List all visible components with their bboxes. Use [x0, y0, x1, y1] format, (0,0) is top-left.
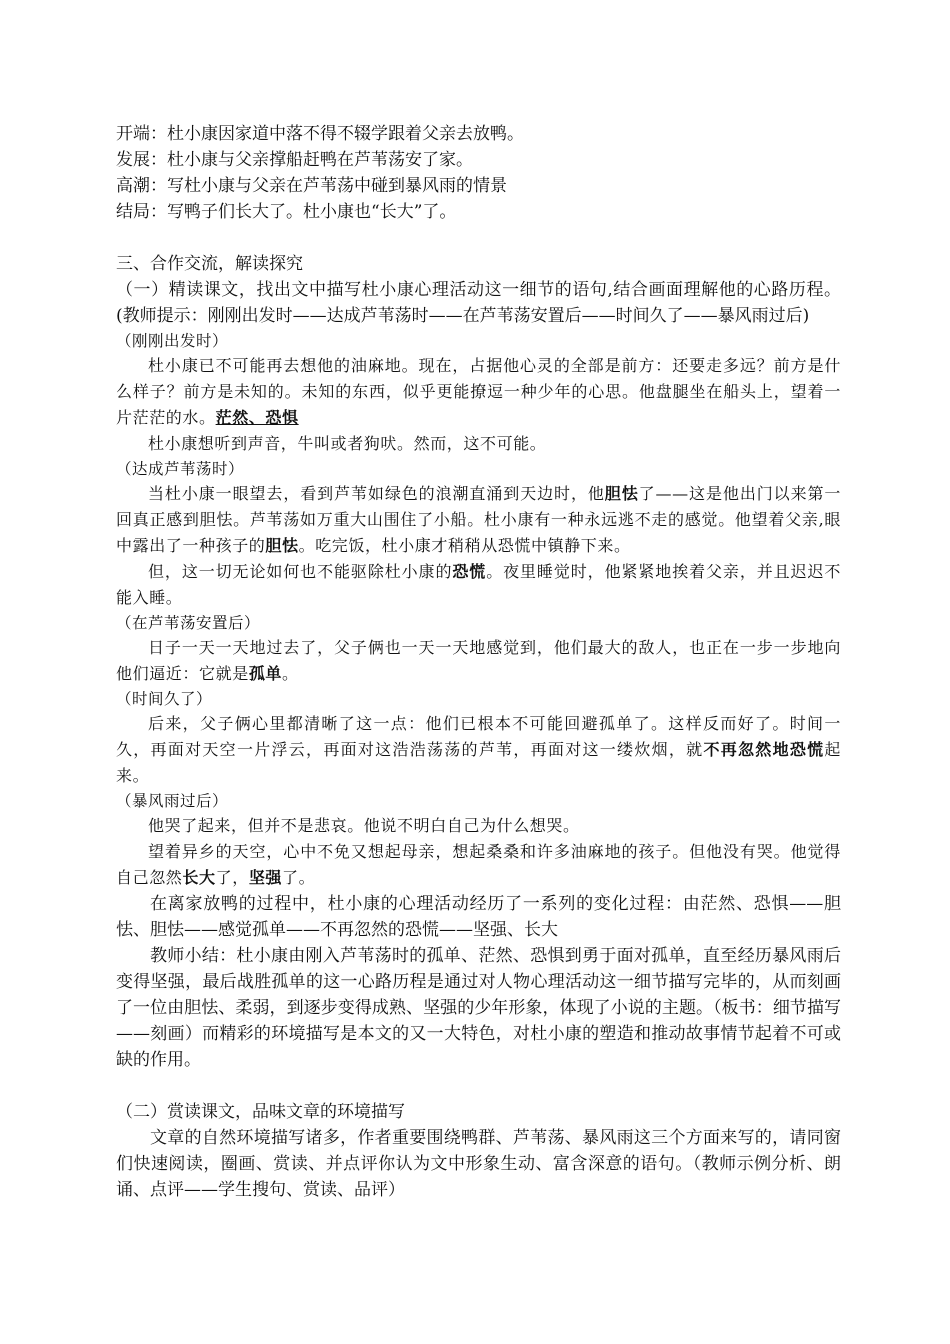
stage-label-storm: （暴风雨过后）	[116, 792, 229, 810]
stage-storm-paragraph-2	[116, 839, 841, 891]
quote-text: 杜小康已不可能再去想他的油麻地。现在，占据他心灵的全部是前方：还要走多远？前方是什么样子？前方是未知的。未知的东西，似乎更能撩逗一种少年的心思。他盘腿坐在船头上，望着一片茫茫的水。	[116, 356, 841, 427]
quote-text: 。	[282, 664, 299, 683]
quote-text: 了，	[215, 868, 249, 887]
stage-label-settled: （在芦苇荡安置后）	[116, 614, 261, 632]
stage-departure-paragraph	[116, 353, 841, 431]
quote-text: 。吃完饭，杜小康才稍稍从恐慌中镇静下来。	[298, 536, 631, 555]
stage-arrival-paragraph	[116, 481, 841, 559]
outline-ending: 结局：写鸭子们长大了。杜小康也“长大”了。	[116, 202, 457, 222]
plot-outline	[116, 121, 841, 225]
process-summary: 在离家放鸭的过程中，杜小康的心理活动经历了一系列的变化过程：由茫然、恐惧——胆怯、胆怯——感觉孤单——不再忽然的恐慌——坚强、长大	[116, 894, 841, 940]
teacher-summary: 教师小结：杜小康由刚入芦苇荡时的孤单、茫然、恐惧到勇于面对孤单，直至经历暴风雨后变得坚强，最后战胜孤单的这一心路历程是通过对人物心理活动这一细节描写完毕的，从而刻画了一位由胆怯、柔弱，到逐步变得成熟、坚强的少年形象，体现了小说的主题。（板书：细节描写——刻画）而精彩的环境描写是本文的又一大特色，对杜小康的塑造和推动故事情节起着不可或缺的作用。	[116, 946, 841, 1070]
section-title: 三、合作交流，解读探究	[116, 254, 303, 274]
keyword: 坚强	[248, 868, 283, 887]
stage-label-arrival: （达成芦苇荡时）	[116, 460, 245, 478]
stage-departure-paragraph-2: 杜小康想听到声音，牛叫或者狗吠。然而，这不可能。	[148, 434, 547, 453]
quote-text: 望着异乡的天空，心中不免又想起母亲，想起桑桑和许多油麻地的孩子。但他没有哭。他觉得自己忽然	[116, 842, 841, 887]
part2-title: （二）赏读课文，品味文章的环境描写	[116, 1102, 405, 1122]
document-body	[116, 121, 841, 1203]
keyword: 胆怯	[265, 536, 299, 555]
stage-storm-paragraph: 他哭了起来，但并不是悲哀。他说不明白自己为什么想哭。	[148, 816, 580, 835]
stage-label-longtime: （时间久了）	[116, 690, 213, 708]
stage-settled-paragraph	[116, 635, 841, 687]
keyword: 孤单	[248, 664, 283, 683]
outline-climax: 高潮：写杜小康与父亲在芦苇荡中碰到暴风雨的情景	[116, 176, 507, 196]
part2-paragraph: 文章的自然环境描写诸多，作者重要围绕鸭群、芦苇荡、暴风雨这三个方面来写的，请同窗们快速阅读，圈画、赏读、并点评你认为文中形象生动、富含深意的语句。（教师示例分析、朗诵、点评——学生搜句、赏读、品评）	[116, 1128, 841, 1200]
stage-longtime-paragraph	[116, 711, 841, 789]
quote-text: 但，这一切无论如何也不能驱除杜小康的	[148, 562, 453, 581]
outline-beginning: 开端：杜小康因家道中落不得不辍学跟着父亲去放鸭。	[116, 124, 524, 144]
quote-text: 了——这是他出门以来第一回真正感到胆怯。芦苇荡如万重大山围住了小船。杜小康有一种永远逃不走的感觉。他望着父亲,眼中露出了一种孩子的	[116, 484, 842, 555]
quote-text: 起来。	[116, 740, 842, 785]
quote-text: 了。	[282, 868, 316, 887]
keyword: 恐慌	[452, 562, 487, 581]
keyword: 不再忽然地恐慌	[703, 740, 825, 759]
outline-development: 发展：杜小康与父亲撑船赶鸭在芦苇荡安了家。	[116, 150, 473, 170]
keyword: 长大	[182, 868, 216, 887]
quote-text: 当杜小康一眼望去，看到芦苇如绿色的浪潮直涌到天边时，他	[148, 484, 605, 503]
part1-intro: （一）精读课文，找出文中描写杜小康心理活动这一细节的语句,结合画面理解他的心路历程。(教师提示：刚刚出发时——达成芦苇荡时——在芦苇荡安置后——时间久了——暴风雨过后)	[116, 280, 841, 326]
quote-text: 日子一天一天地过去了，父子俩也一天一天地感觉到，他们最大的敌人，也正在一步一步地向他们逼近：它就是	[116, 638, 841, 683]
stage-arrival-paragraph-2	[116, 559, 841, 611]
quote-text: 。夜里睡觉时，他紧紧地挨着父亲，并且迟迟不能入睡。	[116, 562, 841, 607]
quote-text: 后来，父子俩心里都清晰了这一点：他们已根本不可能回避孤单了。这样反而好了。时间一久，再面对天空一片浮云，再面对这浩浩荡荡的芦苇，再面对这一缕炊烟，就	[116, 714, 841, 759]
keyword: 胆怯	[604, 484, 639, 503]
keyword-underlined: 茫然、恐惧	[215, 408, 299, 427]
stage-label-departure: （刚刚出发时）	[116, 332, 229, 350]
